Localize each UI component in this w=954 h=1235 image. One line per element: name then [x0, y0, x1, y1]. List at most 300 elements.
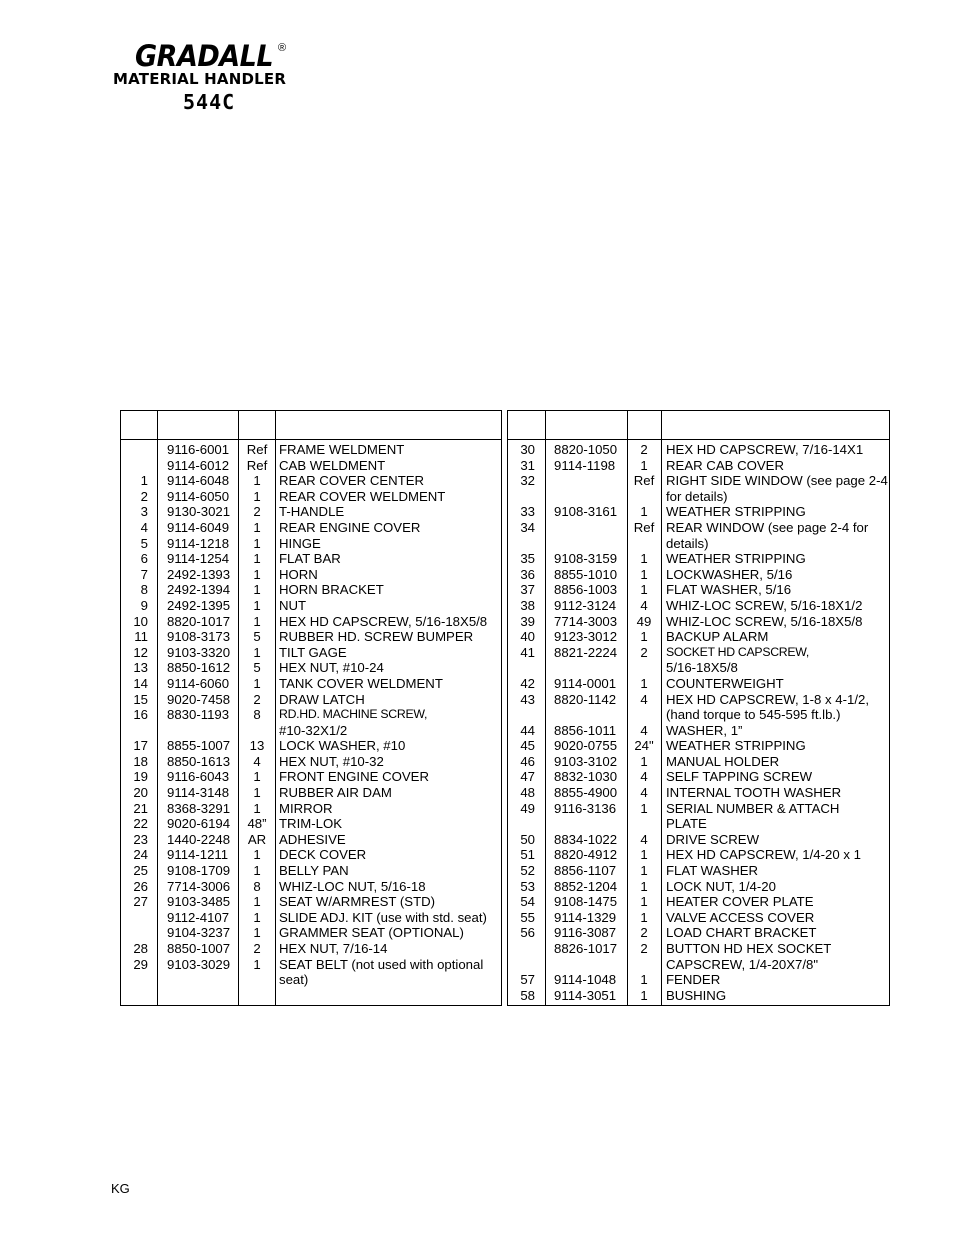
table-row — [508, 738, 889, 754]
table-row — [508, 832, 889, 848]
item-number: 4 — [140, 519, 148, 535]
part-number: 8855-1007 — [167, 738, 231, 754]
quantity: 2 — [640, 941, 648, 956]
item-number: 1 — [140, 473, 148, 489]
item-number: 41 — [520, 644, 535, 660]
item-number: 35 — [520, 551, 535, 567]
table-row — [121, 520, 501, 536]
quantity: Ref — [633, 473, 655, 489]
table-row — [508, 504, 889, 520]
table-row — [508, 910, 889, 926]
description: GRAMMER SEAT (OPTIONAL) — [279, 925, 464, 941]
quantity: 1 — [640, 457, 648, 473]
item-number: 6 — [140, 551, 148, 567]
table-row — [508, 707, 889, 723]
parts-table-left — [120, 410, 502, 1006]
quantity: 1 — [640, 504, 648, 520]
part-number: 9103-3029 — [167, 956, 231, 972]
description: RD.HD. MACHINE SCREW, — [279, 707, 428, 722]
item-number: 24 — [133, 847, 148, 863]
quantity: 1 — [253, 785, 261, 801]
quantity: 49 — [636, 613, 652, 629]
model-number: 544C — [183, 90, 236, 114]
table-row — [121, 894, 501, 910]
quantity: Ref — [246, 457, 268, 473]
description: HEX HD CAPSCREW, 5/16-18X5/8 — [279, 613, 488, 629]
table-row — [508, 582, 889, 598]
part-number: 9114-6050 — [167, 488, 230, 504]
table-row — [121, 910, 501, 926]
description: MIRROR — [279, 800, 333, 816]
quantity: 4 — [640, 831, 648, 847]
item-number: 2 — [140, 488, 148, 504]
description: HEX NUT, 7/16-14 — [279, 941, 388, 956]
description: HINGE — [279, 535, 321, 551]
item-number: 15 — [133, 691, 148, 707]
page-footer-code: KG — [111, 1181, 130, 1196]
table-row — [121, 676, 501, 692]
part-number: 9114-1218 — [167, 535, 230, 551]
table-row — [121, 582, 501, 598]
description: HORN BRACKET — [279, 582, 384, 598]
item-number: 48 — [520, 785, 535, 801]
description: ADHESIVE — [279, 831, 346, 847]
table-row — [508, 598, 889, 614]
part-number: 9104-3237 — [167, 925, 231, 941]
item-number: 21 — [133, 800, 148, 816]
quantity: AR — [247, 831, 267, 847]
part-number: 8856-1107 — [554, 863, 617, 879]
part-number: 9114-6048 — [167, 473, 230, 489]
table-row — [121, 754, 501, 770]
part-number: 9116-3136 — [554, 800, 617, 816]
table-row — [508, 614, 889, 630]
item-number: 36 — [520, 566, 535, 582]
table-row — [121, 473, 501, 489]
table-row — [121, 738, 501, 754]
description: SEAT W/ARMREST (STD) — [279, 894, 436, 910]
item-number: 58 — [520, 987, 535, 1003]
part-number: 8852-1204 — [554, 878, 618, 894]
item-number: 37 — [520, 582, 535, 598]
quantity: 2 — [253, 504, 261, 520]
quantity: 1 — [640, 909, 648, 925]
description: HEX HD CAPSCREW, 1-8 x 4-1/2, — [666, 691, 869, 707]
item-number: 20 — [133, 785, 148, 801]
item-number: 44 — [520, 722, 535, 738]
description: MANUAL HOLDER — [666, 753, 780, 769]
table-row — [121, 442, 501, 458]
description: TILT GAGE — [279, 644, 347, 660]
table-row — [508, 567, 889, 583]
table-row — [508, 489, 889, 505]
description: DECK COVER — [279, 847, 367, 863]
quantity: 4 — [640, 597, 648, 613]
table-row — [508, 972, 889, 988]
part-number: 9108-1475 — [554, 894, 618, 910]
quantity: 1 — [640, 987, 648, 1003]
table-row — [508, 692, 889, 708]
description: REAR COVER CENTER — [279, 473, 425, 489]
description: RIGHT SIDE WINDOW (see page 2-4 — [666, 473, 888, 489]
quantity: 2 — [253, 691, 261, 707]
item-number: 28 — [133, 941, 148, 956]
quantity: 1 — [253, 551, 261, 567]
quantity: 1 — [640, 894, 648, 910]
description: REAR WINDOW (see page 2-4 for — [666, 519, 869, 535]
table-row — [121, 769, 501, 785]
part-number: 9114-1211 — [167, 847, 229, 863]
description: PLATE — [666, 816, 707, 832]
item-number: 56 — [520, 925, 535, 941]
part-number: 9114-6049 — [167, 519, 230, 535]
item-number: 46 — [520, 753, 535, 769]
description: FLAT WASHER, 5/16 — [666, 582, 792, 598]
quantity: 1 — [640, 863, 648, 879]
quantity: 1 — [640, 551, 648, 567]
quantity: 8 — [253, 878, 261, 894]
table-row — [508, 988, 889, 1004]
table-row — [121, 629, 501, 645]
item-number: 57 — [520, 972, 535, 988]
part-number: 2492-1394 — [167, 582, 231, 598]
part-number: 9020-0755 — [554, 738, 618, 754]
item-number: 55 — [520, 909, 535, 925]
table-row — [508, 816, 889, 832]
item-number: 11 — [134, 629, 148, 645]
description: details) — [666, 535, 709, 551]
table-row — [121, 707, 501, 723]
part-number: 9114-1048 — [554, 972, 617, 988]
part-number: 7714-3006 — [167, 878, 231, 894]
table-row — [508, 520, 889, 536]
table-row — [121, 504, 501, 520]
item-number: 40 — [520, 629, 535, 645]
quantity: 2 — [640, 925, 648, 941]
part-number: 9103-3485 — [167, 894, 231, 910]
part-number: 9103-3102 — [554, 753, 618, 769]
table-row — [508, 941, 889, 957]
item-number: 49 — [520, 800, 535, 816]
item-number: 38 — [520, 597, 535, 613]
quantity: 13 — [249, 738, 265, 754]
part-number: 9108-3173 — [167, 629, 231, 645]
quantity: 48” — [247, 816, 267, 832]
description: HEATER COVER PLATE — [666, 894, 814, 910]
quantity: 1 — [253, 644, 261, 660]
part-number: 8820-1017 — [167, 613, 231, 629]
description: REAR COVER WELDMENT — [279, 488, 446, 504]
item-number: 27 — [133, 894, 148, 910]
description: HORN — [279, 566, 318, 582]
item-number: 45 — [520, 738, 535, 754]
description: WHIZ-LOC SCREW, 5/16-18X1/2 — [666, 597, 863, 613]
quantity: 4 — [640, 785, 648, 801]
item-number: 47 — [520, 769, 535, 785]
item-number: 7 — [140, 566, 148, 582]
table-row — [508, 769, 889, 785]
item-number: 52 — [520, 863, 535, 879]
part-number: 8855-1010 — [554, 566, 618, 582]
description: FRAME WELDMENT — [279, 442, 405, 457]
part-number: 9114-3051 — [554, 987, 617, 1003]
quantity: 1 — [253, 566, 261, 582]
quantity: 1 — [640, 753, 648, 769]
table-row — [508, 957, 889, 973]
table-row — [508, 442, 889, 458]
part-number: 8856-1011 — [554, 722, 617, 738]
part-number: 9108-1709 — [167, 863, 231, 879]
quantity: 2 — [640, 644, 648, 660]
table-row — [121, 645, 501, 661]
item-number: 18 — [133, 753, 148, 769]
parts-table-right — [507, 410, 890, 1006]
description: BUSHING — [666, 987, 727, 1003]
table-row — [508, 458, 889, 474]
item-number: 17 — [133, 738, 148, 754]
part-number: 9114-1329 — [554, 909, 617, 925]
quantity: 1 — [253, 769, 261, 785]
quantity: 2 — [640, 442, 648, 457]
quantity: 1 — [640, 847, 648, 863]
part-number: 8368-3291 — [167, 800, 231, 816]
description: SERIAL NUMBER & ATTACH — [666, 800, 840, 816]
quantity: 1 — [253, 582, 261, 598]
quantity: 1 — [640, 800, 648, 816]
description: HEX HD CAPSCREW, 1/4-20 x 1 — [666, 847, 861, 863]
item-number: 50 — [520, 831, 535, 847]
description: DRAW LATCH — [279, 691, 365, 707]
table-row — [121, 832, 501, 848]
part-number: 8830-1193 — [167, 707, 230, 723]
item-number: 10 — [133, 613, 148, 629]
description: CAPSCREW, 1/4-20X7/8" — [666, 956, 819, 972]
part-number: 8820-1142 — [554, 691, 617, 707]
table-row — [508, 473, 889, 489]
table-row — [508, 551, 889, 567]
quantity: 1 — [640, 675, 648, 691]
description: FENDER — [666, 972, 721, 988]
table-row — [508, 536, 889, 552]
description: SELF TAPPING SCREW — [666, 769, 813, 785]
table-header-row — [121, 411, 501, 440]
quantity: 1 — [253, 800, 261, 816]
table-row — [508, 847, 889, 863]
item-number: 14 — [133, 675, 148, 691]
table-row — [121, 458, 501, 474]
table-row — [121, 598, 501, 614]
table-row — [508, 925, 889, 941]
table-row — [508, 660, 889, 676]
quantity: 5 — [253, 629, 261, 645]
description: RUBBER HD. SCREW BUMPER — [279, 629, 474, 645]
table-row — [508, 894, 889, 910]
table-row — [121, 489, 501, 505]
description: FLAT BAR — [279, 551, 341, 567]
table-row — [121, 879, 501, 895]
item-number: 51 — [520, 847, 535, 863]
quantity: 2 — [253, 941, 261, 956]
quantity: 1 — [253, 473, 261, 489]
description: INTERNAL TOOTH WASHER — [666, 785, 842, 801]
table-row — [121, 536, 501, 552]
quantity: 1 — [640, 566, 648, 582]
description: WEATHER STRIPPING — [666, 504, 806, 520]
quantity: 1 — [253, 894, 261, 910]
quantity: 1 — [253, 909, 261, 925]
item-number: 3 — [140, 504, 148, 520]
item-number: 9 — [140, 597, 148, 613]
description: WEATHER STRIPPING — [666, 738, 806, 754]
table-row — [121, 614, 501, 630]
item-number: 39 — [520, 613, 535, 629]
quantity: Ref — [633, 519, 655, 535]
quantity: 4 — [640, 722, 648, 738]
table-row — [508, 676, 889, 692]
part-number: 8850-1613 — [167, 753, 231, 769]
part-number: 9114-1198 — [554, 457, 616, 473]
description: SEAT BELT (not used with optional — [279, 956, 484, 972]
item-number: 26 — [133, 878, 148, 894]
part-number: 7714-3003 — [554, 613, 618, 629]
part-number: 8826-1017 — [554, 941, 618, 956]
table-row — [121, 660, 501, 676]
part-number: 8832-1030 — [554, 769, 618, 785]
item-number: 33 — [520, 504, 535, 520]
table-row — [121, 957, 501, 973]
table-row — [508, 629, 889, 645]
quantity: 1 — [253, 863, 261, 879]
quantity: 1 — [253, 488, 261, 504]
part-number: 9123-3012 — [554, 629, 618, 645]
item-number: 12 — [133, 644, 148, 660]
item-number: 29 — [133, 956, 148, 972]
quantity: 1 — [253, 519, 261, 535]
description: #10-32X1/2 — [279, 722, 348, 738]
item-number: 23 — [133, 831, 148, 847]
table-row — [121, 925, 501, 941]
part-number: 8834-1022 — [554, 831, 618, 847]
description: (hand torque to 545-595 ft.lb.) — [666, 707, 841, 723]
description: for details) — [666, 488, 728, 504]
part-number: 8856-1003 — [554, 582, 618, 598]
table-body — [121, 442, 501, 988]
quantity: 1 — [640, 629, 648, 645]
quantity: 1 — [640, 582, 648, 598]
part-number: 9114-6012 — [167, 457, 230, 473]
part-number: 9020-6194 — [167, 816, 231, 832]
quantity: 1 — [640, 972, 648, 988]
table-row — [508, 754, 889, 770]
description: COUNTERWEIGHT — [666, 675, 784, 691]
table-row — [508, 801, 889, 817]
description: RUBBER AIR DAM — [279, 785, 392, 801]
description: REAR CAB COVER — [666, 457, 784, 473]
quantity: 1 — [640, 878, 648, 894]
description: VALVE ACCESS COVER — [666, 909, 815, 925]
quantity: 4 — [253, 753, 261, 769]
quantity: 1 — [253, 956, 261, 972]
quantity: 4 — [640, 769, 648, 785]
item-number: 13 — [133, 660, 148, 676]
part-number: 9116-6001 — [167, 442, 230, 457]
table-body — [508, 442, 889, 1003]
registered-mark: ® — [278, 42, 287, 54]
part-number: 8850-1007 — [167, 941, 231, 956]
table-header-row — [508, 411, 889, 440]
part-number: 9114-0001 — [554, 675, 617, 691]
table-row — [121, 692, 501, 708]
table-row — [508, 645, 889, 661]
part-number: 9114-6060 — [167, 675, 230, 691]
quantity: 1 — [253, 597, 261, 613]
quantity: 24" — [634, 738, 654, 754]
table-row — [508, 785, 889, 801]
quantity: 8 — [253, 707, 261, 723]
description: HEX HD CAPSCREW, 7/16-14X1 — [666, 442, 864, 457]
table-row — [121, 551, 501, 567]
part-number: 9108-3161 — [554, 504, 618, 520]
description: FLAT WASHER — [666, 863, 759, 879]
table-row — [121, 723, 501, 739]
part-number: 9108-3159 — [554, 551, 618, 567]
quantity: 1 — [253, 847, 261, 863]
part-number: 8820-4912 — [554, 847, 618, 863]
part-number: 9020-7458 — [167, 691, 231, 707]
part-number: 9112-4107 — [167, 909, 230, 925]
description: REAR ENGINE COVER — [279, 519, 421, 535]
item-number: 34 — [520, 519, 535, 535]
quantity: 5 — [253, 660, 261, 676]
part-number: 2492-1395 — [167, 597, 231, 613]
table-row — [121, 972, 501, 988]
description: LOCK NUT, 1/4-20 — [666, 878, 776, 894]
table-row — [121, 863, 501, 879]
item-number: 5 — [140, 535, 148, 551]
quantity: 4 — [640, 691, 648, 707]
table-row — [508, 723, 889, 739]
part-number: 9130-3021 — [167, 504, 231, 520]
part-number: 8855-4900 — [554, 785, 618, 801]
description: LOAD CHART BRACKET — [666, 925, 817, 941]
table-row — [121, 816, 501, 832]
description: WASHER, 1” — [666, 722, 743, 738]
item-number: 16 — [133, 707, 148, 723]
description: BELLY PAN — [279, 863, 349, 879]
description: 5/16-18X5/8 — [666, 660, 738, 676]
part-number: 1440-2248 — [167, 831, 231, 847]
description: SLIDE ADJ. KIT (use with std. seat) — [279, 909, 487, 925]
table-row — [121, 941, 501, 957]
part-number: 9114-3148 — [167, 785, 230, 801]
part-number: 9116-3087 — [554, 925, 617, 941]
item-number: 32 — [520, 473, 535, 489]
description: HEX NUT, #10-32 — [279, 753, 384, 769]
item-number: 43 — [520, 691, 535, 707]
item-number: 19 — [133, 769, 148, 785]
table-row — [508, 879, 889, 895]
quantity: 1 — [253, 535, 261, 551]
description: T-HANDLE — [279, 504, 345, 520]
item-number: 53 — [520, 878, 535, 894]
description: HEX NUT, #10-24 — [279, 660, 384, 676]
table-row — [121, 785, 501, 801]
table-row — [121, 847, 501, 863]
description: LOCKWASHER, 5/16 — [666, 566, 793, 582]
description: SOCKET HD CAPSCREW, — [666, 644, 810, 659]
description: WHIZ-LOC SCREW, 5/16-18X5/8 — [666, 613, 863, 629]
part-number: 9114-1254 — [167, 551, 230, 567]
